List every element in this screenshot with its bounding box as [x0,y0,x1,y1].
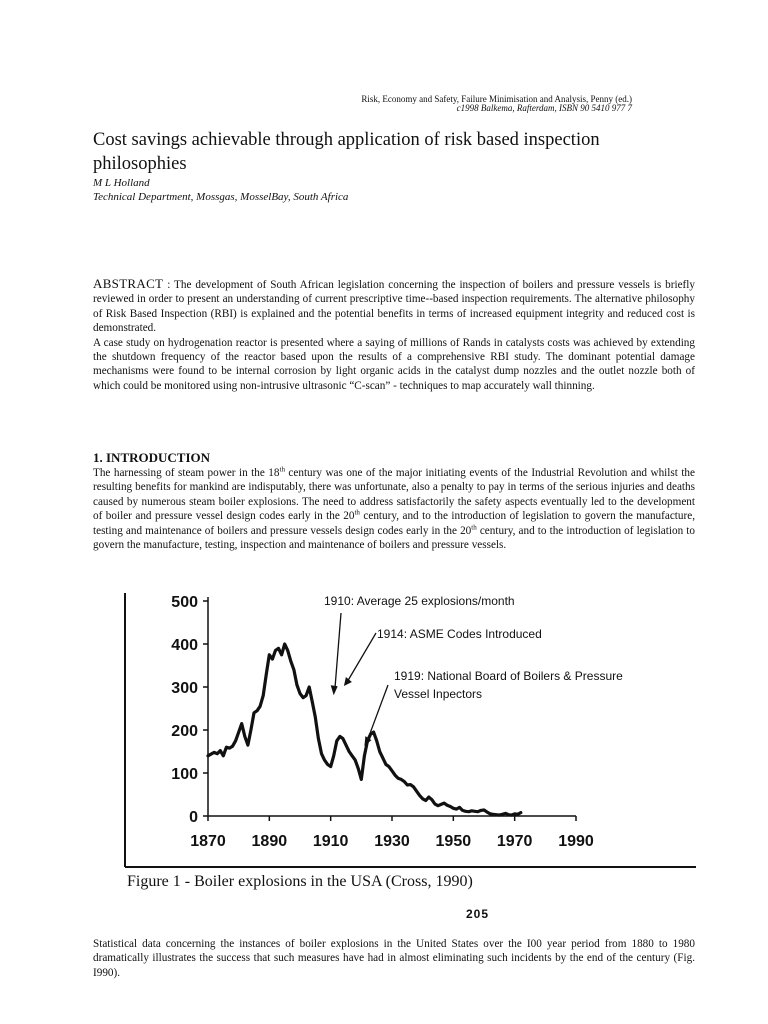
x-tick-label: 1970 [496,833,533,850]
y-tick-label: 0 [189,809,198,826]
abstract-paragraph-1: : The development of South African legislation concerning the inspection of boilers and pressure vessels is briefly reviewed in order to present an understanding of current prescriptive time--based inspection requirements. The alternative philosophy of Risk Based Inspection (RBI) is explained and the potential benefits in terms of increased equipment integrity and reduced cost is demonstrated. [93,279,695,335]
x-tick-label: 1870 [190,833,226,850]
intro-text-1: The harnessing of steam power in the 18 [93,467,280,479]
paper-title: Cost savings achievable through application of risk based inspection philosophies [93,130,600,174]
page-number: 205 [466,907,490,921]
superscript-th: th [354,508,360,517]
intro-text-2: century was one of the major initiating events of the Industrial Revolution and whilst the resulting benefits for mankind are indisputably, there was unfortunate, also a penalty to pay in terms of the serious injuries and deaths caused by numerous steam boiler explosions. The need to address satisfactorily the safety aspects eventually led to the development of boiler and pressure vessel design codes early in the 20 [93,467,695,523]
running-header-copyright: c1998 Balkema, Rafterdam, ISBN 90 5410 977 7 [456,103,632,113]
annotation-1910-arrow [335,613,341,691]
figure-caption: Figure 1 - Boiler explosions in the USA (Cross, 1990) [127,873,473,890]
statistical-paragraph: Statistical data concerning the instances of boiler explosions in the United States over the I00 year period from 1880 to 1980 dramatically illustrates the success that such measures have had in almost eliminating such incidents by the end of the century (Fig. I990). [93,938,695,979]
x-tick-label: 1930 [374,833,410,850]
introduction-paragraph [93,466,695,552]
abstract [93,277,695,393]
annotation-1914-arrowhead [344,677,352,686]
annotation-1919-arrow [366,685,388,743]
y-tick-label: 100 [171,766,198,783]
y-tick-label: 500 [171,594,198,611]
author-affiliation: Technical Department, Mossgas, MosselBay, South Africa [93,191,349,203]
x-tick-label: 1950 [435,833,472,850]
annotation-1919-line2: Vessel Inpectors [394,687,483,701]
x-tick-label: 1890 [251,833,288,850]
section-heading-introduction: 1. INTRODUCTION [93,450,211,465]
x-tick-label: 1990 [558,833,594,850]
y-tick-label: 200 [171,723,198,740]
annotation-1914: 1914: ASME Codes Introduced [377,627,542,641]
running-header-citation: Risk, Economy and Safety, Failure Minimisation and Analysis, Penny (ed.) [361,94,632,104]
abstract-paragraph-2: A case study on hydrogenation reactor is presented where a saying of millions of Rands in catalysts costs was achieved by extending the shutdown frequency of the reactor based upon the results of a comprehensive RBI study. The dominant potential damage mechanisms were found to be internal corrosion by light organic acids in the catalyst dump nozzles and the outlet nozzle both of which could be monitored using non-intrusive ultrasonic “C-scan” - techniques to map accurately wall thinning. [93,336,695,392]
superscript-th: th [279,465,285,474]
annotation-1914-arrow [346,633,376,684]
abstract-heading: ABSTRACT [93,276,164,291]
intro-text-3: century, and to the introduction of legislation to govern the manufacture, testing and maintenance of boilers and pressure vessels design codes early in the 20 [93,510,695,537]
boiler-explosions-chart [118,585,698,870]
annotation-1910-arrowhead [331,685,338,695]
y-tick-label: 400 [171,637,198,654]
superscript-th: th [471,522,477,531]
y-tick-label: 300 [171,680,198,697]
x-tick-label: 1910 [312,833,349,850]
author-name: M L Holland [93,177,150,189]
intro-text-4: century, and to the introduction of legislation to govern the manufacture, testing, inspection and maintenance of boilers and pressure vessels. [93,524,695,552]
annotation-1919-line1: 1919: National Board of Boilers & Pressure [394,669,623,683]
annotation-1910: 1910: Average 25 explosions/month [324,594,515,608]
